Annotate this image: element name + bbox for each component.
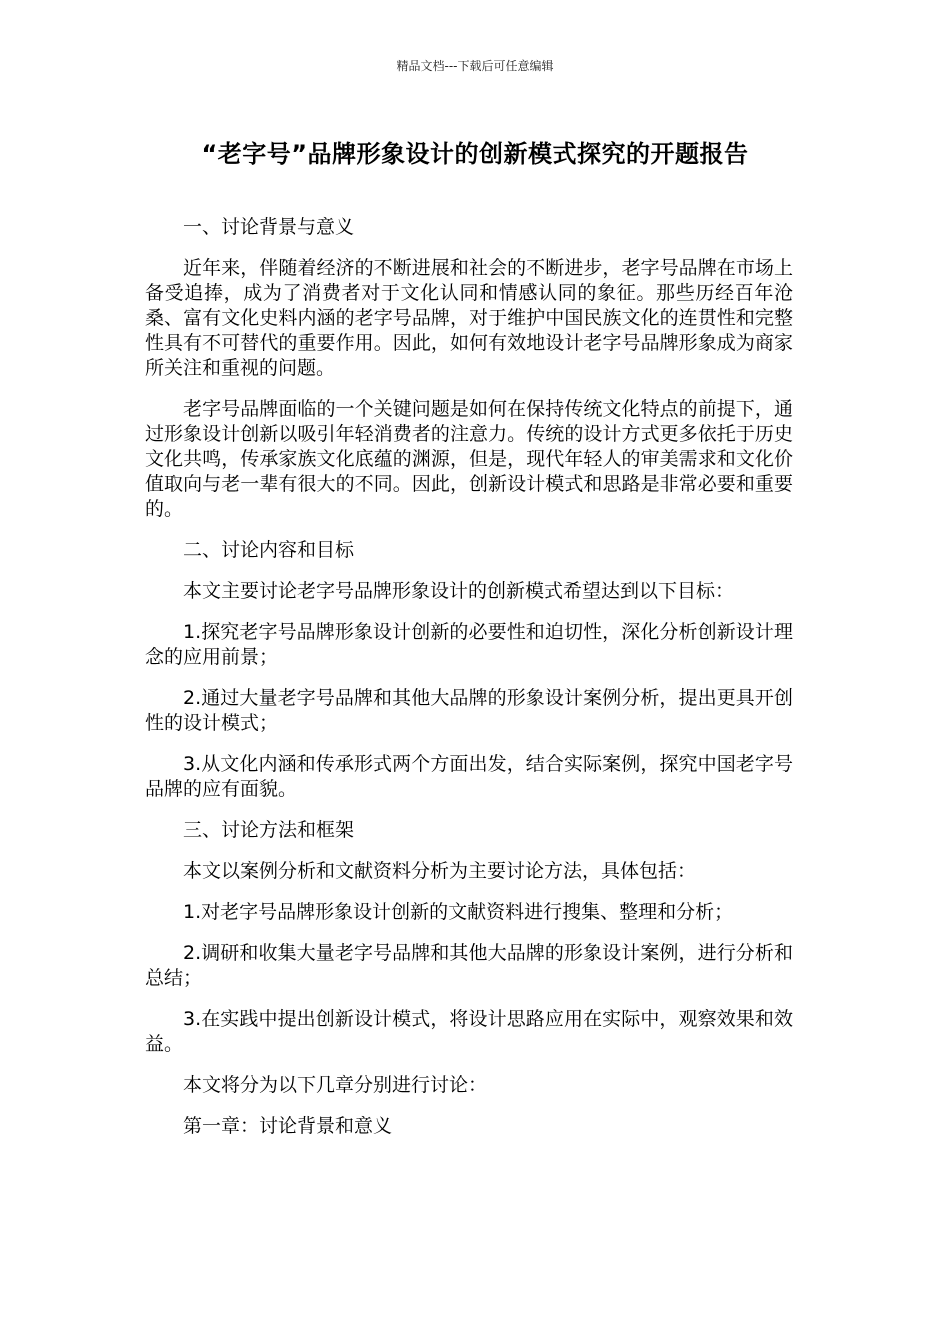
paragraph: 近年来，伴随着经济的不断进展和社会的不断进步，老字号品牌在市场上备受追捧，成为了消费者对于文化认同和情感认同的象征。那些历经百年沧桑、富有文化史料内涵的老字号品牌，对于维护中国民族文化的连贯性和完整性具有不可替代的重要作用。因此，如何有效地设计老字号品牌形象成为商家所关注和重视的问题。 bbox=[145, 257, 793, 379]
paragraph: 老字号品牌面临的一个关键问题是如何在保持传统文化特点的前提下，通过形象设计创新以吸引年轻消费者的注意力。传统的设计方式更多依托于历史文化共鸣，传承家族文化底蕴的渊源，但是，现代年轻人的审美需求和文化价值取向与老一辈有很大的不同。因此，创新设计模式和思路是非常必要和重要的。 bbox=[145, 398, 793, 520]
document-body bbox=[145, 215, 793, 1155]
paragraph: 本文将分为以下几章分别进行讨论： bbox=[183, 1074, 488, 1096]
section-heading-2: 二、讨论内容和目标 bbox=[183, 539, 355, 561]
list-item: 3.在实践中提出创新设计模式，将设计思路应用在实际中，观察效果和效益。 bbox=[145, 1008, 793, 1055]
list-item: 2.通过大量老字号品牌和其他大品牌的形象设计案例分析，提出更具开创性的设计模式； bbox=[145, 687, 793, 734]
paragraph: 本文以案例分析和文献资料分析为主要讨论方法，具体包括： bbox=[183, 860, 697, 882]
document-title: “老字号”品牌形象设计的创新模式探究的开题报告 bbox=[201, 140, 749, 168]
section-heading-1: 一、讨论背景与意义 bbox=[183, 216, 355, 238]
list-item: 1.对老字号品牌形象设计创新的文献资料进行搜集、整理和分析； bbox=[183, 901, 734, 923]
list-item: 3.从文化内涵和传承形式两个方面出发，结合实际案例，探究中国老字号品牌的应有面貌。 bbox=[145, 753, 793, 800]
chapter-line: 第一章：讨论背景和意义 bbox=[183, 1115, 393, 1137]
list-item: 2.调研和收集大量老字号品牌和其他大品牌的形象设计案例，进行分析和总结； bbox=[145, 942, 793, 989]
list-item: 1.探究老字号品牌形象设计创新的必要性和迫切性，深化分析创新设计理念的应用前景； bbox=[145, 621, 793, 668]
section-heading-3: 三、讨论方法和框架 bbox=[183, 819, 355, 841]
paragraph: 本文主要讨论老字号品牌形象设计的创新模式希望达到以下目标： bbox=[183, 580, 735, 602]
page-header: 精品文档---下载后可任意编辑 bbox=[396, 59, 554, 73]
